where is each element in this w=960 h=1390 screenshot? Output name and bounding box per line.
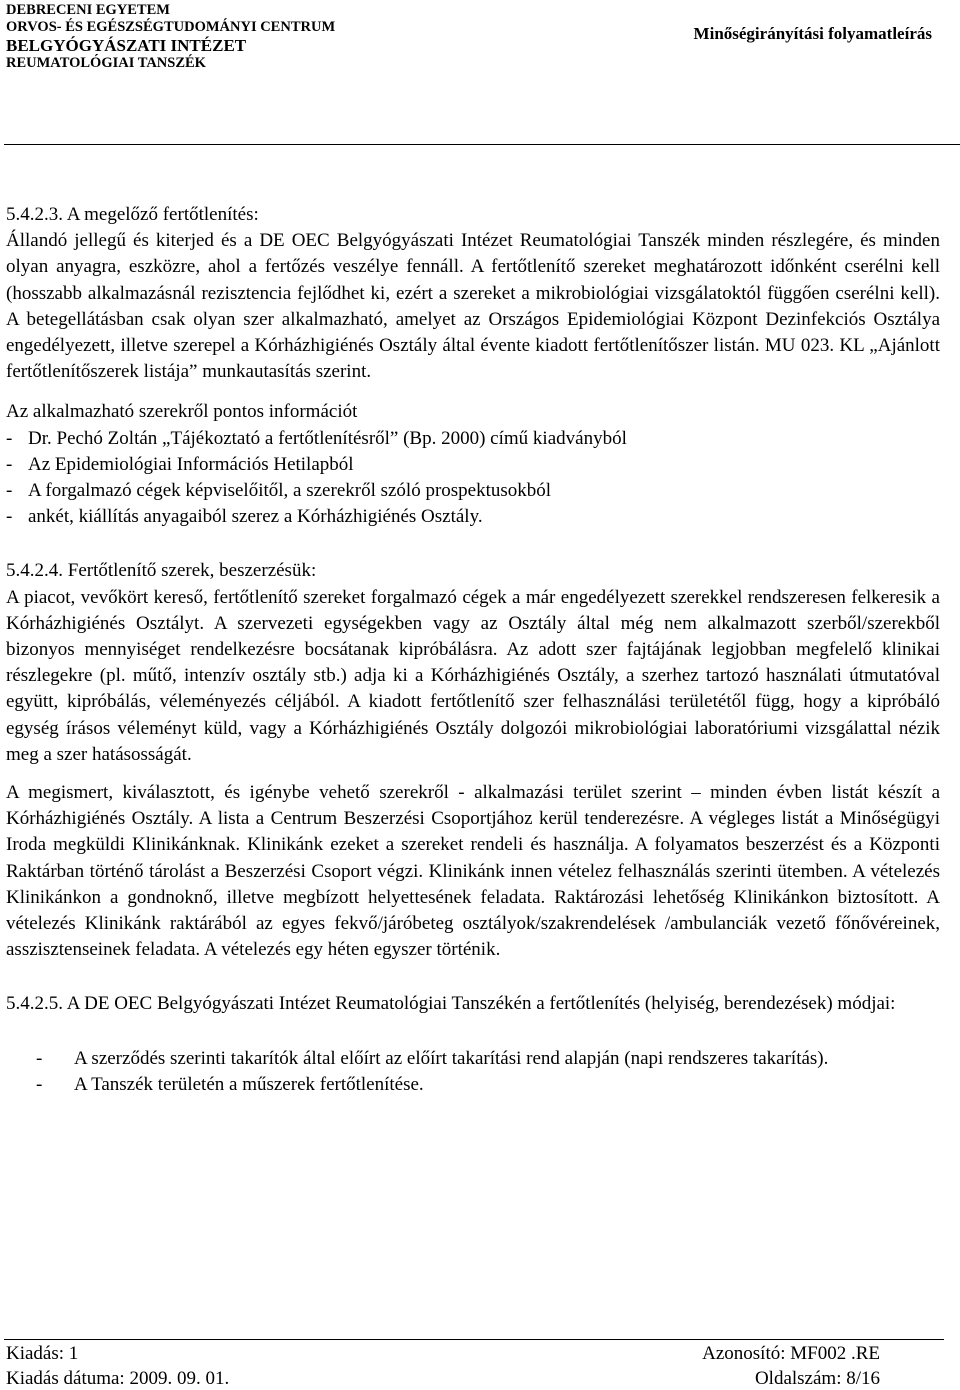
section-para-procurement-1: A piacot, vevőkört kereső, fertőtlenítő szereket forgalmazó cégek a már engedélyezett szerekkel rendszeresen felkeresik a Kórházhigiénés Osztályt. A szervezeti egységekben vagy az Osztály által még nem alkalmazott szerből/szerekből bizonyos mennyiséget rendelkezésre bocsátanak kipróbálásra. Az adott szer fajtájának legjobban megfelelő klinikai részlegekre (pl. műtő, intenzív osztály stb.) adja ki a Kórházhigiénés Osztály, a szerhez tartozó használati útmutatóval együtt, kipróbálás, véleményezés céljából. A kiadott fertőtlenítő szer felhasználási területétől függ, hogy a kipróbáló egység írásos véleményt küld, vagy a Kórházhigiénés Osztály dolgozói mikrobiológiai laboratóriumi vizsgálattal nézik meg a szer hatásosságát. — [6, 586, 940, 765]
footer-row-1 — [6, 1343, 880, 1365]
page-number: Oldalszám: 8/16 — [754, 1368, 880, 1389]
edition-date: Kiadás dátuma: 2009. 09. 01. — [6, 1368, 230, 1389]
footer-divider — [4, 1339, 944, 1340]
header-divider — [4, 144, 960, 145]
section-para-procurement-2: A megismert, kiválasztott, és igénybe vehető szerekről - alkalmazási terület szerint – minden évben listát készít a Kórházhigiénés Osztály. A lista a Centrum Beszerzési Csoportjához kerül tenderezésre. A végleges listát a Minőségügyi Iroda megküldi Klinikánknak. Klinikánk ezeket a szereket rendeli és használja. A folyamatos beszerzést és a Központi Raktárban történő tárolást a Beszerzési Csoport végzi. Klinikánk innen vételez felhasználás szerinti ütemben. A vételezés Klinikánkon a gondnoknő, illetve megbízott helyettesének feladata. Raktározási lehetőség Klinikánkon biztosított. A vételezés Klinikánk raktárából az egyes fekvő/járóbeteg osztályok/szakrendelések /ambulanciák vezető főnővéreinek, asszisztenseinek feladata. A vételezés egy héten egyszer történik. — [6, 782, 940, 961]
section-heading-5-4-2-4: 5.4.2.4. Fertőtlenítő szerek, beszerzésük: — [6, 560, 317, 582]
section-heading-5-4-2-5: 5.4.2.5. A DE OEC Belgyógyászati Intézet Reumatológiai Tanszékén a fertőtlenítés (helyiség, berendezések) módjai: — [6, 993, 896, 1015]
university-name: DEBRECENI EGYETEM — [6, 2, 170, 18]
document-header-left — [6, 2, 335, 72]
list-item: - A szerződés szerinti takarítók által előírt az előírt takarítási rend alapján (napi rendszeres takarítás). — [36, 1047, 829, 1069]
footer-row-2 — [6, 1368, 880, 1390]
document-id: Azonosító: MF002 .RE — [702, 1343, 880, 1364]
list-item: - ankét, kiállítás anyagaiból szerez a Kórházhigiénés Osztály. — [6, 506, 483, 528]
edition-label: Kiadás: 1 — [6, 1343, 79, 1364]
center-name: ORVOS- ÉS EGÉSZSÉGTUDOMÁNYI CENTRUM — [6, 19, 336, 35]
institute-name: BELGYÓGYÁSZATI INTÉZET — [6, 36, 247, 55]
section-body-5-4-2-3: Állandó jellegű és kiterjed és a DE OEC Belgyógyászati Intézet Reumatológiai Tanszék minden részlegére, és minden olyan anyagra, eszközre, ahol a fertőzés veszélye fennáll. A fertőtlenítő szereket meghatározott időnként cserélni kell (hosszabb alkalmazásnál rezisztencia fejlődhet ki, ezért a szereket a mikrobiológiai vizsgálatoktól függően cserélni kell). A betegellátásban csak olyan szer alkalmazható, amelyet az Országos Epidemiológiai Központ Dezinfekciós Osztálya engedélyezett, illetve szerepel a Kórházhigiénés Osztály által évente kiadott fertőtlenítőszer listán. MU 023. KL „Ajánlott fertőtlenítőszerek listája” munkautasítás szerint. — [6, 230, 940, 383]
document-type-title: Minőségirányítási folyamatleírás — [693, 24, 932, 43]
document-body — [6, 202, 940, 1098]
list-item: - A Tanszék területén a műszerek fertőtlenítése. — [36, 1073, 424, 1095]
department-name: REUMATOLÓGIAI TANSZÉK — [6, 55, 206, 71]
list-item: - Az Epidemiológiai Információs Hetilapból — [6, 453, 354, 475]
list-item: - A forgalmazó cégek képviselőitől, a szerekről szóló prospektusokból — [6, 480, 552, 502]
section-heading-5-4-2-3: 5.4.2.3. A megelőző fertőtlenítés: — [6, 204, 259, 225]
info-sources-intro: Az alkalmazható szerekről pontos információt — [6, 401, 358, 423]
list-item: - Dr. Pechó Zoltán „Tájékoztató a fertőtlenítésről” (Bp. 2000) című kiadványból — [6, 427, 627, 449]
